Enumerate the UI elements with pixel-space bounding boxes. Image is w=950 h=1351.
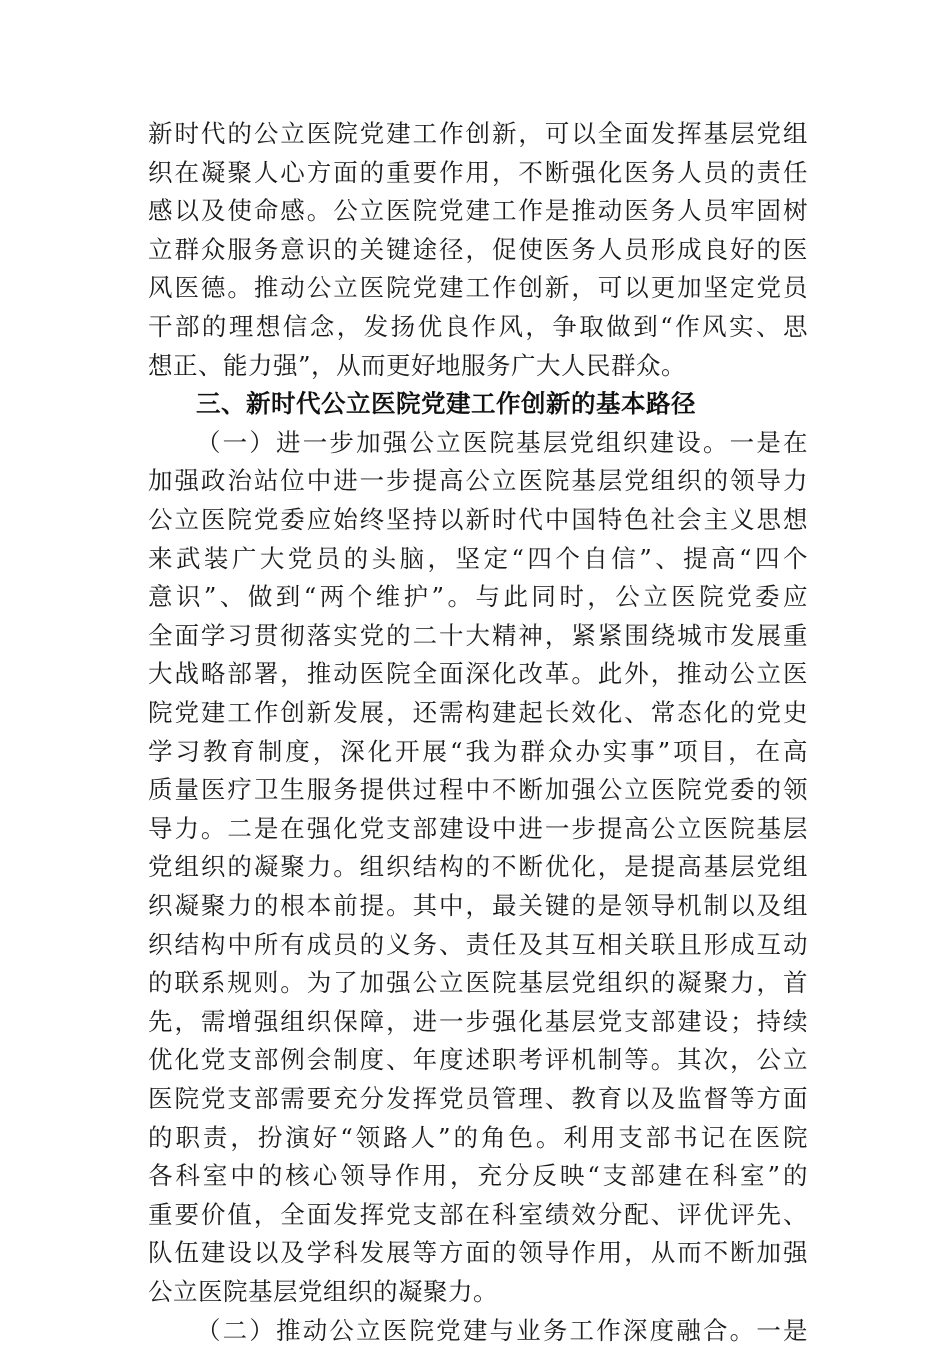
para2-line-23: 公立医院基层党组织的凝聚力。	[148, 1277, 498, 1306]
para2-line-17: 优化党支部例会制度、年度述职考评机制等。其次，公立	[148, 1045, 808, 1075]
para3-line-1: （二）推动公立医院党建与业务工作深度融合。一是	[196, 1315, 808, 1345]
para1-line-6: 干部的理想信念，发扬优良作风，争取做到“作风实、思	[148, 312, 808, 341]
para2-line-6: 全面学习贯彻落实党的二十大精神，紧紧围绕城市发展重	[148, 620, 808, 650]
para2-line-18: 医院党支部需要充分发挥党员管理、教育以及监督等方面	[148, 1084, 808, 1113]
para2-line-5: 意识”、做到“两个维护”。与此同时，公立医院党委应	[148, 582, 808, 612]
para2-line-8: 院党建工作创新发展，还需构建起长效化、常态化的党史	[148, 698, 808, 727]
para2-line-7: 大战略部署，推动医院全面深化改革。此外，推动公立医	[148, 659, 808, 689]
para2-line-14: 织结构中所有成员的义务、责任及其互相关联且形成互动	[148, 929, 808, 959]
para2-line-9: 学习教育制度，深化开展“我为群众办实事”项目，在高	[148, 736, 808, 766]
para1-line-7: 想正、能力强”，从而更好地服务广大人民群众。	[148, 350, 687, 380]
para2-line-13: 织凝聚力的根本前提。其中，最关键的是领导机制以及组	[148, 891, 808, 920]
para2-line-3: 公立医院党委应始终坚持以新时代中国特色社会主义思想	[148, 505, 808, 534]
para2-line-11: 导力。二是在强化党支部建设中进一步提高公立医院基层	[148, 813, 808, 843]
para1-line-4: 立群众服务意识的关键途径，促使医务人员形成良好的医	[148, 234, 808, 264]
para1-line-1: 新时代的公立医院党建工作创新，可以全面发挥基层党组	[148, 119, 808, 148]
section-heading-3: 三、新时代公立医院党建工作创新的基本路径	[196, 389, 696, 419]
para2-line-12: 党组织的凝聚力。组织结构的不断优化，是提高基层党组	[148, 852, 808, 882]
para2-line-20: 各科室中的核心领导作用，充分反映“支部建在科室”的	[148, 1161, 808, 1191]
para1-line-5: 风医德。推动公立医院党建工作创新，可以更加坚定党员	[148, 273, 808, 303]
para2-line-1: （一）进一步加强公立医院基层党组织建设。一是在	[196, 427, 808, 457]
para2-line-10: 质量医疗卫生服务提供过程中不断加强公立医院党委的领	[148, 775, 808, 805]
para2-line-15: 的联系规则。为了加强公立医院基层党组织的凝聚力，首	[148, 968, 808, 998]
para2-line-2: 加强政治站位中进一步提高公立医院基层党组织的领导力	[148, 466, 808, 496]
para2-line-4: 来武装广大党员的头脑，坚定“四个自信”、提高“四个	[148, 543, 808, 573]
para2-line-19: 的职责，扮演好“领路人”的角色。利用支部书记在医院	[148, 1122, 808, 1152]
para1-line-2: 织在凝聚人心方面的重要作用，不断强化医务人员的责任	[148, 157, 808, 187]
para2-line-16: 先，需增强组织保障，进一步强化基层党支部建设；持续	[148, 1006, 808, 1036]
para2-line-21: 重要价值，全面发挥党支部在科室绩效分配、评优评先、	[148, 1199, 808, 1229]
para1-line-3: 感以及使命感。公立医院党建工作是推动医务人员牢固树	[148, 196, 808, 226]
para2-line-22: 队伍建设以及学科发展等方面的领导作用，从而不断加强	[148, 1238, 808, 1268]
